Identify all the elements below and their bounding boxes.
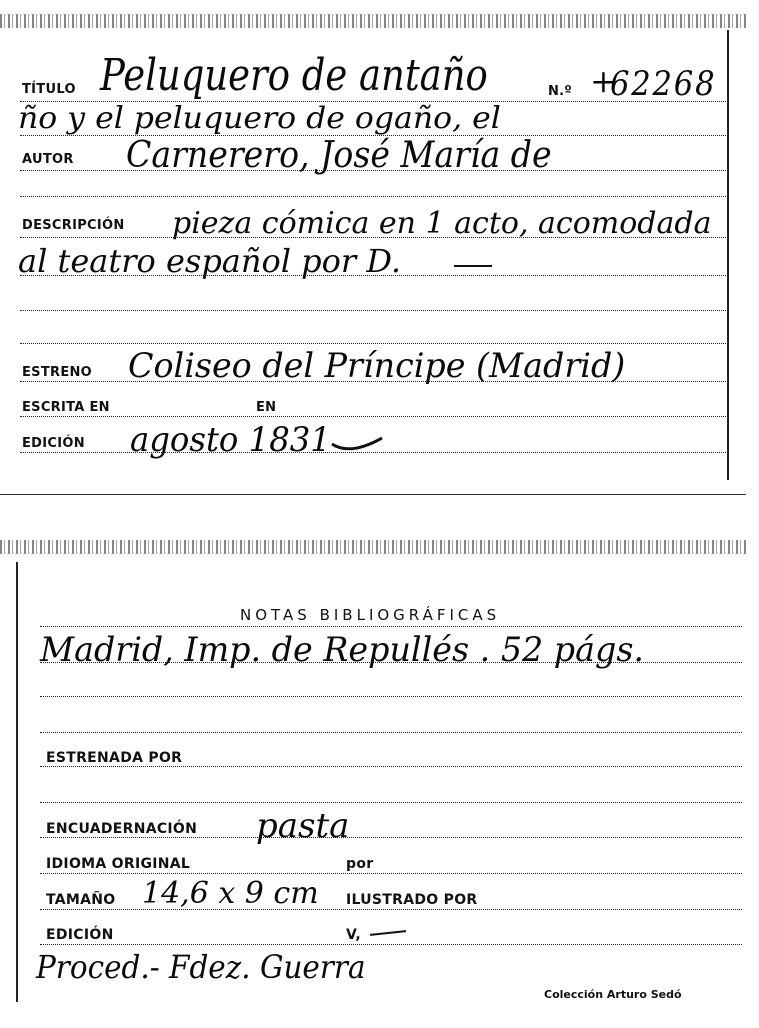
idioma-original-label: IDIOMA ORIGINAL — [46, 856, 191, 872]
titulo-label: TÍTULO — [22, 82, 76, 97]
rule-blank-1 — [20, 196, 726, 197]
rule-notas-top — [40, 626, 742, 627]
encuadernacion-value: pasta — [256, 806, 350, 846]
dash-mark — [454, 265, 492, 267]
catalog-card-top — [0, 0, 746, 495]
edicion-label: EDICIÓN — [22, 436, 85, 451]
tamano-value: 14,6 x 9 cm — [142, 876, 319, 911]
colophon: Colección Arturo Sedó — [544, 988, 682, 1001]
flourish-mark — [330, 428, 390, 454]
catalog-card-bottom — [0, 540, 746, 1028]
rule-edicion-bottom — [40, 944, 742, 945]
notas-value-line1: Madrid, Imp. de Repullés . 52 págs. — [40, 630, 645, 670]
rule-blank-3 — [20, 343, 726, 344]
tamano-label: TAMAÑO — [46, 892, 116, 908]
descripcion-label: DESCRIPCIÓN — [22, 218, 125, 233]
edicion-value: agosto 1831 — [130, 420, 331, 460]
descripcion-value-line2: al teatro español por D. — [18, 242, 402, 280]
descripcion-value-line1: pieza cómica en 1 acto, acomodada — [172, 206, 712, 241]
escrita-en-label: ESCRITA EN — [22, 400, 110, 415]
procedencia-value: Proced.- Fdez. Guerra — [36, 948, 366, 986]
rule-blank — [40, 802, 742, 803]
v-label: V, — [346, 927, 361, 943]
autor-label: AUTOR — [22, 152, 74, 167]
card-right-border — [727, 30, 729, 480]
rule-notas-3 — [40, 732, 742, 733]
estrenada-por-label: ESTRENADA POR — [46, 750, 183, 766]
torn-edge-bottom — [0, 540, 746, 554]
encuadernacion-label: ENCUADERNACIÓN — [46, 821, 198, 837]
rule-blank-2 — [20, 310, 726, 311]
autor-value: Carnerero, José María de — [126, 135, 552, 176]
numero-value: 62268 — [610, 64, 717, 104]
titulo-value-line1: Peluquero de antaño — [100, 50, 488, 101]
card-left-border — [16, 562, 18, 1002]
estreno-value: Coliseo del Príncipe (Madrid) — [128, 346, 626, 386]
section-title: NOTAS BIBLIOGRÁFICAS — [240, 606, 501, 624]
en-label: EN — [256, 400, 277, 415]
plus-mark: + — [590, 62, 617, 100]
rule-estrenada — [40, 766, 742, 767]
edicion-bottom-label: EDICIÓN — [46, 927, 114, 943]
v-dash-mark — [370, 930, 406, 936]
por-label: por — [346, 856, 374, 872]
numero-label: N.º — [548, 84, 573, 99]
ilustrado-por-label: ILUSTRADO POR — [346, 892, 478, 908]
rule-encuadernacion — [40, 837, 742, 838]
rule-escrita — [20, 416, 726, 417]
rule-idioma — [40, 873, 742, 874]
estreno-label: ESTRENO — [22, 365, 93, 380]
titulo-value-line2: ño y el peluquero de ogaño, el — [18, 101, 501, 136]
rule-notas-2 — [40, 696, 742, 697]
torn-edge-top — [0, 14, 746, 28]
